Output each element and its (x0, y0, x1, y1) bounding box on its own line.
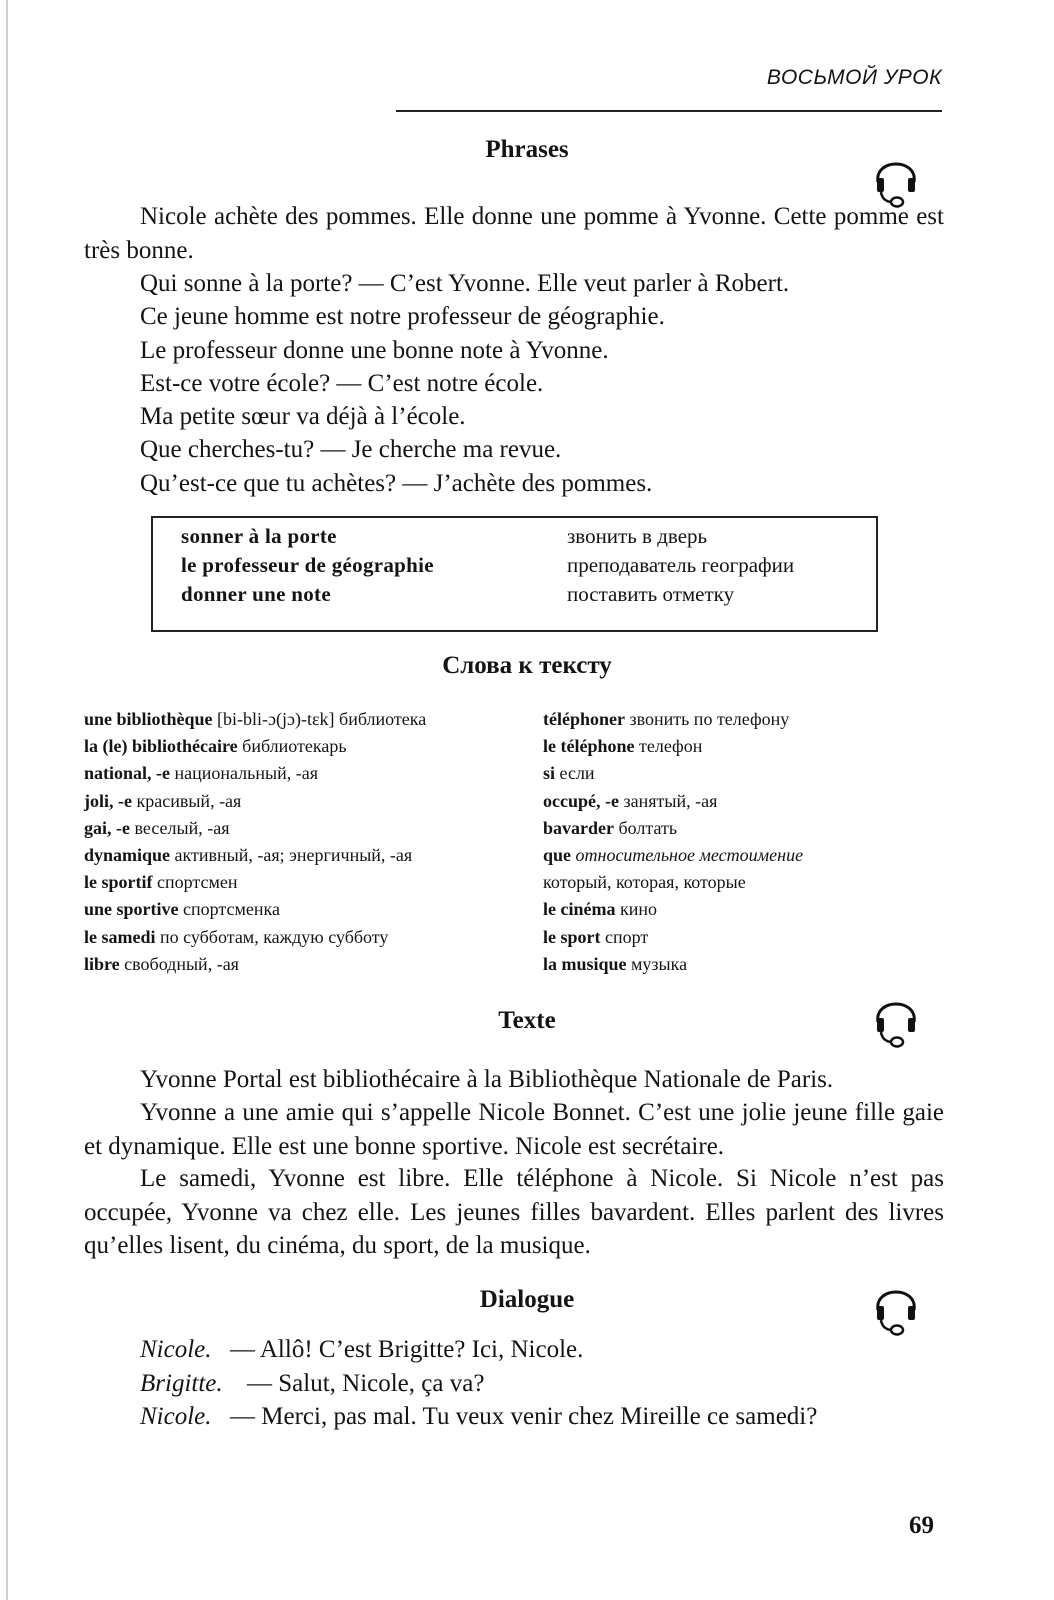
phrase-line-1: Nicole achète des pommes. Elle donne une pomme à Yvonne. Cette pomme est très bonne. (84, 203, 944, 264)
dialogue-text: — Allô! C’est Brigitte? Ici, Nicole. (230, 1336, 584, 1363)
vocab-entry: libre свободный, -ая (84, 953, 239, 974)
dialogue-line (140, 1400, 817, 1434)
dialogue-line (140, 1333, 817, 1367)
vocab-entry: dynamique активный, -ая; энергичный, -ая (84, 845, 413, 866)
vocab-entry: la musique музыка (543, 953, 688, 974)
phrase-line: Ce jeune homme est notre professeur de géographie. (140, 303, 665, 331)
texte-paragraph: Yvonne Portal est bibliothécaire à la Bibliothèque Nationale de Paris. (140, 1066, 834, 1093)
speaker-name: Nicole. (140, 1403, 212, 1430)
vocab-entry: une sportive спортсменка (84, 899, 280, 920)
texte-paragraph: Yvonne a une amie qui s’appelle Nicole Bonnet. C’est une jolie jeune fille gaie et dynamique. Elle est une bonne sportive. Nicole est secrétaire. (84, 1099, 944, 1160)
expression-fr: le professeur de géographie (181, 553, 434, 577)
vocab-entry: une bibliothèque [bi-bli-ɔ(jɔ)-tɛk] библиотека (84, 709, 427, 729)
page-spine-shadow (6, 0, 8, 1600)
headphones-icon[interactable] (870, 988, 922, 1048)
expression-ru: поставить отметку (567, 582, 735, 606)
vocab-entry: occupé, -e занятый, -ая (543, 790, 718, 811)
phrase-line: Qui sonne à la porte? — C’est Yvonne. Elle veut parler à Robert. (140, 270, 790, 297)
expressions-box (151, 516, 878, 632)
vocab-entry: le sportif спортсмен (84, 872, 238, 893)
dialogue-text: — Merci, pas mal. Tu veux venir chez Mireille ce samedi? (230, 1403, 818, 1430)
expression-row (181, 522, 707, 551)
vocabulary-column-left (84, 706, 426, 978)
dialogue-text: — Salut, Nicole, ça va? (247, 1369, 485, 1397)
phrase-lines (140, 267, 789, 500)
vocab-entry: téléphoner звонить по телефону (543, 709, 790, 729)
expression-fr: sonner à la porte (181, 524, 337, 548)
phrase-line: Le professeur donne une bonne note à Yvonne. (140, 336, 609, 364)
texte-paragraph: Le samedi, Yvonne est libre. Elle téléphone à Nicole. Si Nicole n’est pas occupée, Yvonne va chez elle. Les jeunes filles bavardent. Elles parlent des livres qu’elles lisent, du cinéma, du sport, de la musique. (84, 1165, 944, 1259)
vocab-entry: la (le) bibliothécaire библиотекарь (84, 736, 347, 757)
vocab-entry: le samedi по субботам, каждую субботу (84, 926, 389, 947)
headphones-icon[interactable] (870, 148, 922, 208)
expression-row (181, 580, 734, 609)
vocab-entry: le cinéma кино (543, 899, 657, 920)
vocab-entry: national, -e национальный, -ая (84, 763, 318, 784)
expression-ru: звонить в дверь (567, 524, 708, 548)
expression-row (181, 551, 794, 580)
dialogue-title: Dialogue (479, 1286, 575, 1313)
speaker-name: Nicole. (140, 1336, 212, 1363)
dialogue-lines (140, 1333, 817, 1434)
expression-ru: преподаватель географии (567, 553, 795, 577)
phrases-title: Phrases (485, 136, 569, 163)
phrase-line: Que cherches-tu? — Je cherche ma revue. (140, 436, 562, 464)
phrase-line: Est-ce votre école? — C’est notre école. (140, 369, 544, 397)
dialogue-line (140, 1367, 817, 1401)
phrase-line: Qu’est-ce que tu achètes? — J’achète des pommes. (140, 469, 653, 497)
vocab-entry: joli, -e красивый, -ая (84, 790, 242, 811)
vocab-entry-continuation: который, которая, которые (543, 872, 746, 893)
vocab-entry: bavarder болтать (543, 817, 678, 838)
vocabulary-title: Слова к тексту (442, 652, 612, 679)
header-rule (396, 110, 942, 112)
speaker-name: Brigitte. (140, 1369, 223, 1397)
texte-title: Texte (498, 1007, 556, 1034)
vocab-entry: le téléphone телефон (543, 736, 703, 757)
running-head: ВОСЬМОЙ УРОК (766, 66, 942, 89)
vocab-entry: le sport спорт (543, 926, 649, 947)
headphones-icon[interactable] (870, 1276, 922, 1336)
vocab-entry: gai, -e веселый, -ая (84, 817, 230, 838)
phrase-line: Ma petite sœur va déjà à l’école. (140, 403, 466, 431)
expression-fr: donner une note (181, 582, 331, 606)
vocab-entry: que относительное местоимение (543, 845, 804, 866)
vocabulary-column-right (543, 706, 803, 978)
vocab-entry: si если (543, 763, 595, 784)
page-number: 69 (909, 1512, 934, 1539)
